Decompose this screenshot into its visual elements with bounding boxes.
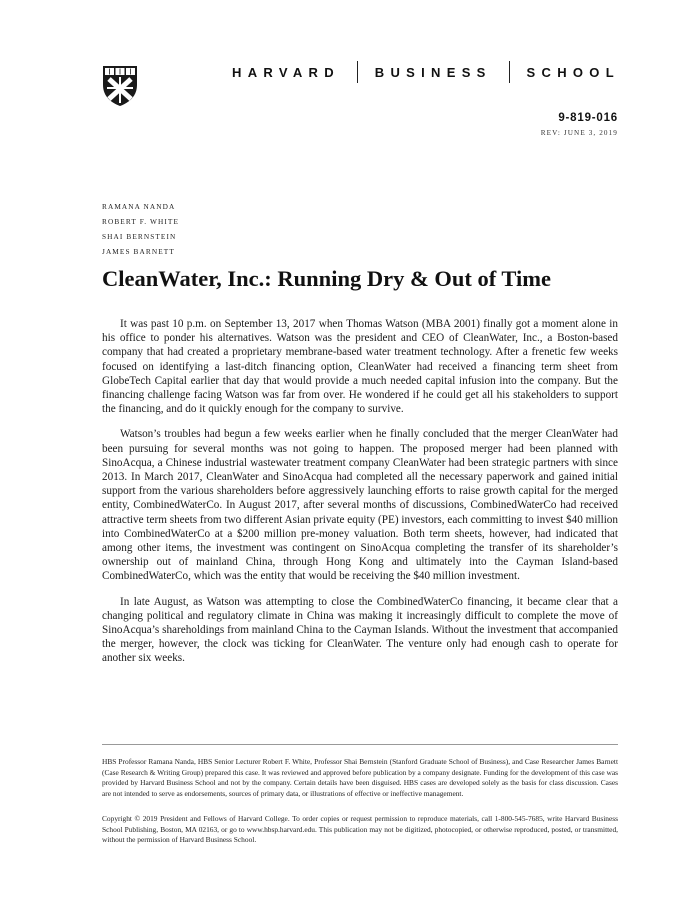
wordmark-harvard: HARVARD [232, 64, 340, 80]
wordmark-divider [509, 61, 510, 83]
author-name: SHAI BERNSTEIN [102, 232, 177, 241]
wordmark-business: BUSINESS [374, 64, 492, 80]
authorship-footnote: HBS Professor Ramana Nanda, HBS Senior Lecturer Robert F. White, Professor Shai Bernstein (Stanford Graduate School of Business), and Case Researcher James Barnett (Case Research & Writing Group) prepared this case. It was reviewed and approved before publication by a company designate. Funding for the development of this case was provided by Harvard Business School and not by the company. Certain details have been disguised. HBS cases are developed solely as the basis for class discussion. Cases are not intended to serve as endorsements, sources of primary data, or illustrations of effective or ineffective management. [102, 757, 618, 798]
body-paragraph: In late August, as Watson was attempting to close the CombinedWaterCo financing, it became clear that a changing political and regulatory climate in China was making it increasingly difficult to complete the move of SinoAcqua’s shareholdings from mainland China to the Cayman Islands. Without the investment that accompanied the merger, however, the clock was ticking for CleanWater. The venture only had enough cash to operate for another six weeks. [102, 595, 618, 665]
copyright-footnote: Copyright © 2019 President and Fellows of Harvard College. To order copies or request permission to reproduce materials, call 1-800-545-7685, write Harvard Business School Publishing, Boston, MA 02163, or go to www.hbsp.harvard.edu. This publication may not be digitized, photocopied, or otherwise reproduced, posted, or transmitted, without the permission of Harvard Business School. [102, 814, 618, 844]
body-paragraph: Watson’s troubles had begun a few weeks earlier when he finally concluded that the merger CleanWater had been pursuing for several months was not going to happen. The proposed merger had been planned with SinoAcqua, a Chinese industrial wastewater treatment company CleanWater had been strategic partners with since 2013. In March 2017, CleanWater and SinoAcqua had completed all the necessary paperwork and gained initial support from the various shareholders before aggressively launching efforts to raise growth capital for the merged entity, CombinedWaterCo. In August 2017, after several months of discussions, CombinedWaterCo had received attractive term sheets from two different Asian private equity (PE) investors, each committing to invest $40 million into CombinedWaterCo at a $200 million pre-money valuation. Both term sheets, however, had indicated that among other items, the investment was contingent on SinoAcqua completing the transfer of its shareholder’s ownership out of mainland China, through Hong Kong and ultimately into the Cayman Island-based CombinedWaterCo, which was the entity that would be receiving the $40 million investment. [102, 428, 618, 583]
footnote-divider [102, 744, 618, 745]
wordmark-divider [357, 61, 358, 83]
author-list [102, 199, 179, 259]
case-body [102, 317, 618, 677]
author-name: JAMES BARNETT [102, 247, 175, 256]
author-name: ROBERT F. WHITE [102, 217, 180, 226]
body-paragraph: It was past 10 p.m. on September 13, 2017 when Thomas Watson (MBA 2001) finally got a moment alone in his office to ponder his alternatives. Watson was the president and CEO of CleanWater, Inc., a Boston-based company that had created a proprietary membrane-based water treatment technology. After a frenetic few weeks focused on identifying a last-ditch financing option, CleanWater had received a financing term sheet from GlobeTech Capital earlier that day that would provide a much needed capital infusion into the company. But the financing challenge facing Watson was far from over. He wondered if he could get all his stakeholders to support the financing, and do it quickly enough for the company to survive. [102, 318, 618, 416]
wordmark-school: SCHOOL [526, 64, 620, 80]
harvard-shield-icon [102, 65, 138, 107]
hbs-wordmark [232, 64, 620, 80]
case-number: 9-819-016 [558, 112, 618, 124]
case-title: CleanWater, Inc.: Running Dry & Out of Time [102, 266, 551, 291]
revision-date: REV: JUNE 3, 2019 [540, 129, 618, 137]
author-name: RAMANA NANDA [102, 202, 176, 211]
